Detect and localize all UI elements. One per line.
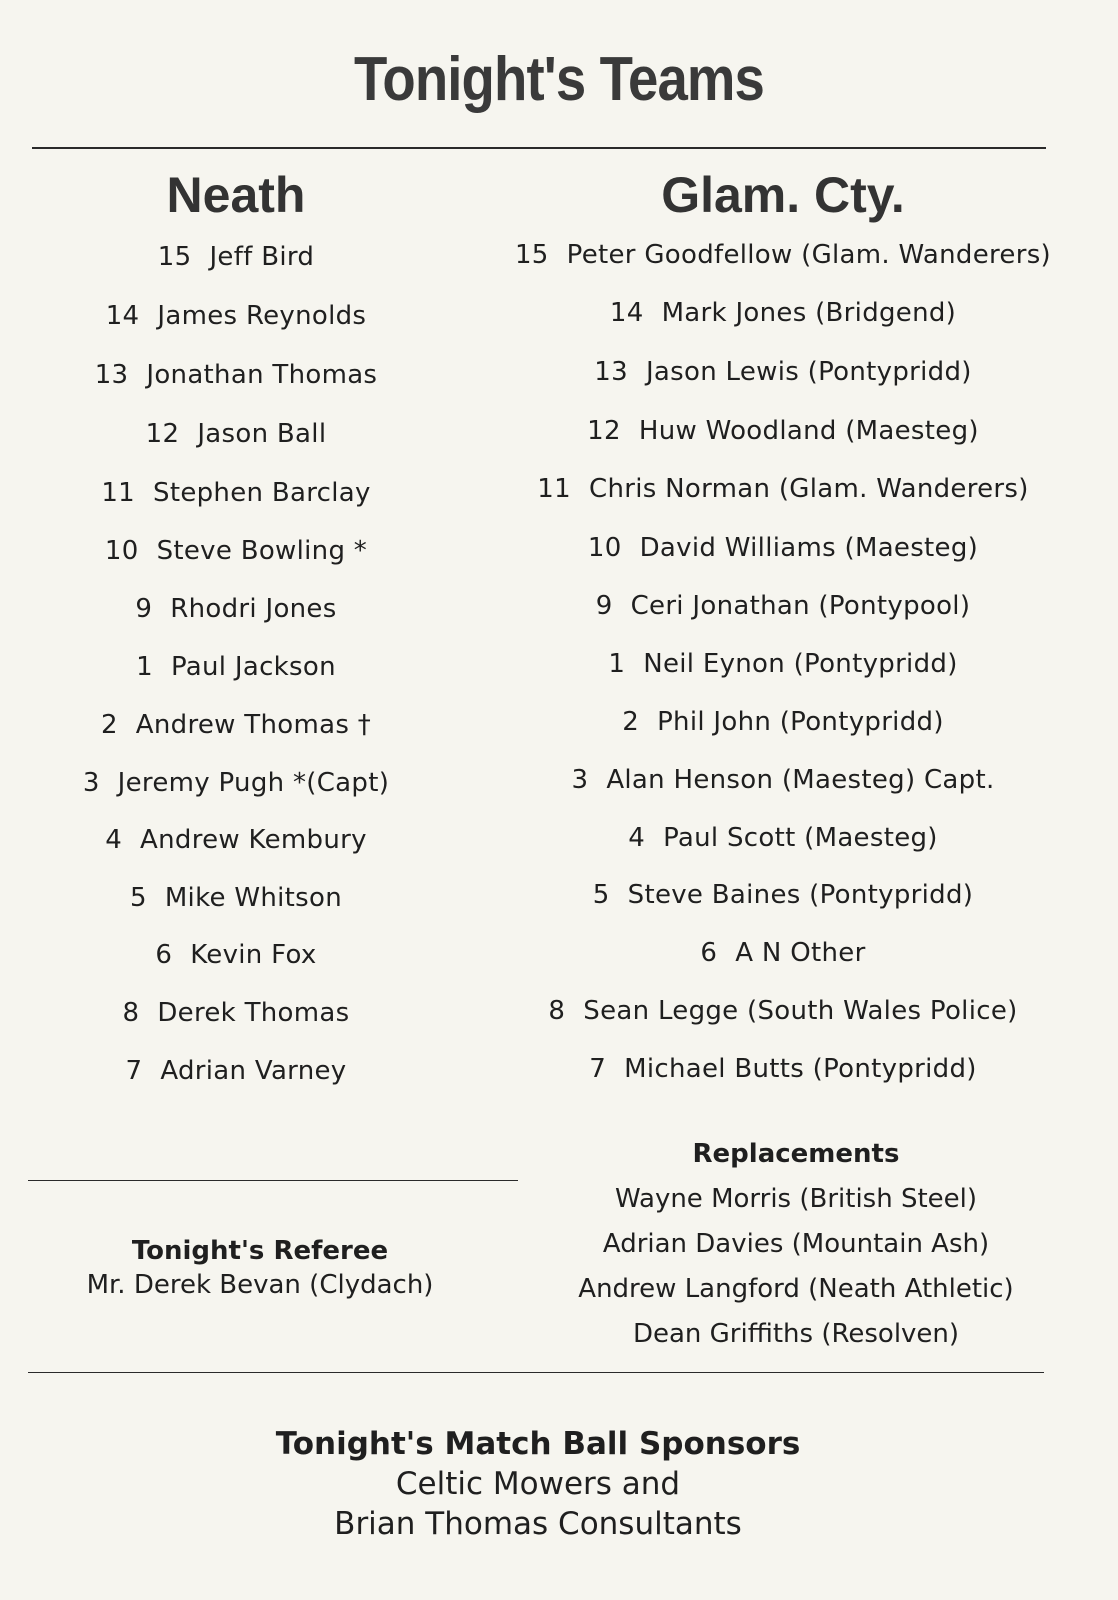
player-row: 9 Ceri Jonathan (Pontypool) <box>595 591 971 621</box>
player-row: 1 Paul Jackson <box>136 652 336 682</box>
sponsor-line-1: Celtic Mowers and <box>395 1466 681 1502</box>
sponsors-block <box>0 1424 1076 1544</box>
player-row: 1 Neil Eynon (Pontypridd) <box>608 649 958 679</box>
player-row: 9 Rhodri Jones <box>135 594 337 624</box>
player-row: 4 Paul Scott (Maesteg) <box>628 823 938 853</box>
player-row: 11 Stephen Barclay <box>101 478 371 508</box>
referee-block <box>40 1234 480 1302</box>
replacement-item: Andrew Langford (Neath Athletic) <box>578 1274 1014 1304</box>
replacement-item: Wayne Morris (British Steel) <box>614 1184 978 1214</box>
sponsor-divider <box>28 1372 1044 1373</box>
sponsor-line-2: Brian Thomas Consultants <box>334 1506 742 1542</box>
player-row: 12 Huw Woodland (Maesteg) <box>587 416 979 446</box>
player-row: 3 Jeremy Pugh *(Capt) <box>82 768 390 798</box>
replacements-heading: Replacements <box>692 1139 900 1169</box>
player-row: 11 Chris Norman (Glam. Wanderers) <box>537 474 1029 504</box>
player-row: 7 Adrian Varney <box>125 1056 347 1086</box>
player-row: 6 Kevin Fox <box>155 940 317 970</box>
player-row: 4 Andrew Kembury <box>105 825 367 855</box>
away-team-name: Glam. Cty. <box>661 167 905 223</box>
replacement-item: Adrian Davies (Mountain Ash) <box>602 1229 990 1259</box>
player-row: 15 Jeff Bird <box>157 242 315 272</box>
player-row: 8 Derek Thomas <box>122 998 350 1028</box>
referee-name: Mr. Derek Bevan (Clydach) <box>86 1270 434 1300</box>
player-row: 13 Jonathan Thomas <box>94 360 378 390</box>
player-row: 14 James Reynolds <box>105 301 367 331</box>
player-row: 8 Sean Legge (South Wales Police) <box>548 996 1018 1026</box>
player-row: 14 Mark Jones (Bridgend) <box>609 298 957 328</box>
player-row: 12 Jason Ball <box>145 419 327 449</box>
player-row: 7 Michael Butts (Pontypridd) <box>589 1054 977 1084</box>
home-team-name: Neath <box>166 167 306 223</box>
referee-label: Tonight's Referee <box>131 1236 389 1266</box>
replacements-block <box>500 1132 1092 1357</box>
sponsors-label: Tonight's Match Ball Sponsors <box>275 1426 801 1462</box>
player-row: 2 Phil John (Pontypridd) <box>622 707 944 737</box>
player-row: 3 Alan Henson (Maesteg) Capt. <box>571 765 995 795</box>
player-row: 10 Steve Bowling * <box>104 536 368 566</box>
referee-divider <box>28 1180 518 1181</box>
player-row: 15 Peter Goodfellow (Glam. Wanderers) <box>514 240 1052 270</box>
player-row: 5 Steve Baines (Pontypridd) <box>592 880 974 910</box>
player-row: 13 Jason Lewis (Pontypridd) <box>594 357 972 387</box>
player-row: 10 David Williams (Maesteg) <box>587 533 979 563</box>
replacement-item: Dean Griffiths (Resolven) <box>632 1319 960 1349</box>
player-row: 5 Mike Whitson <box>129 883 343 913</box>
page-title: Tonight's Teams <box>353 45 765 114</box>
title-divider <box>32 147 1046 149</box>
player-row: 6 A N Other <box>700 938 866 968</box>
player-row: 2 Andrew Thomas † <box>100 710 372 740</box>
